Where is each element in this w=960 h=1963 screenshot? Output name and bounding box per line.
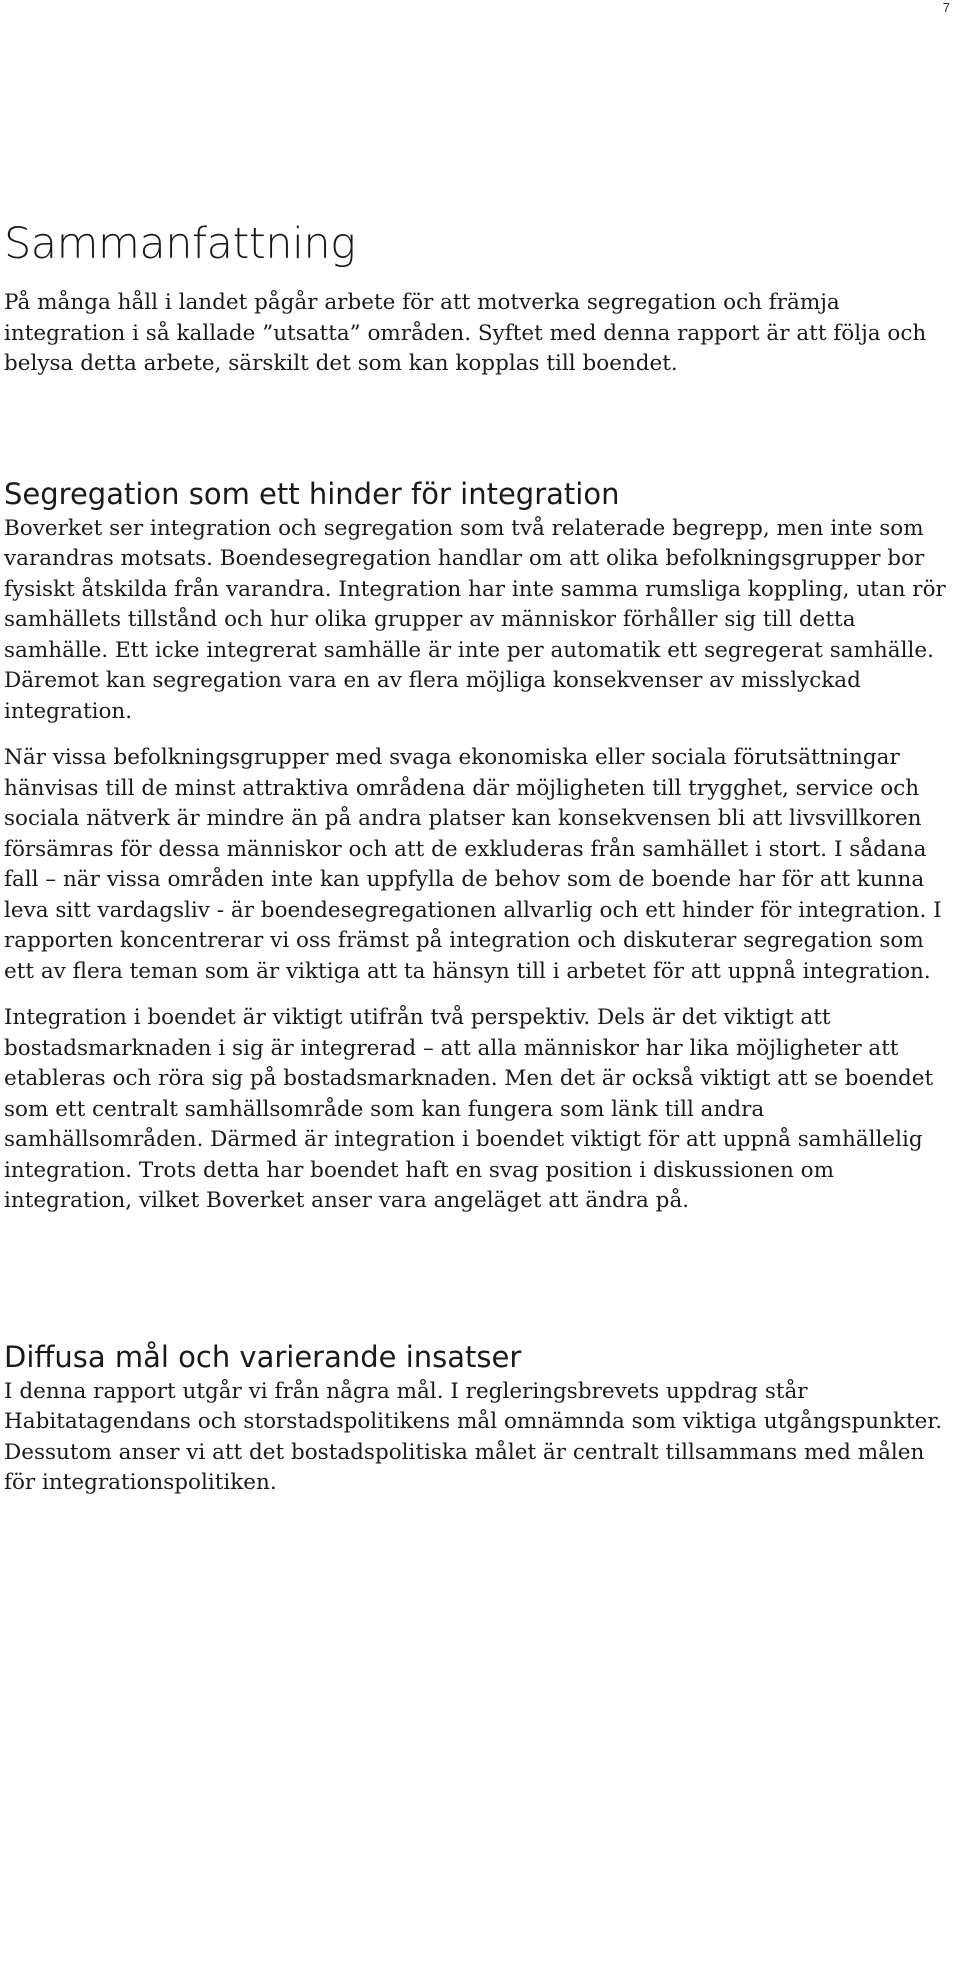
summary-heading: Sammanfattning bbox=[4, 219, 356, 269]
goals-heading: Diffusa mål och varierande insatser bbox=[4, 1339, 522, 1374]
section-summary bbox=[4, 218, 954, 380]
segregation-heading: Segregation som ett hinder för integration bbox=[4, 476, 620, 511]
segregation-paragraph-1: Boverket ser integration och segregation som två relaterade begrepp, men inte som varandras motsats. Boendesegregation handlar om att olika befolkningsgrupper bor fysiskt åtskilda från varandra. Integration har inte samma rumsliga koppling, utan rör samhällets tillstånd och hur olika grupper av människor förhåller sig till detta samhälle. Ett icke integrerat samhälle är inte per automatik ett segregerat samhälle. Däremot kan segregation vara en av flera möjliga konsekvenser av misslyckad integration. bbox=[4, 515, 946, 724]
section-goals bbox=[4, 1339, 954, 1499]
goals-paragraph-1: I denna rapport utgår vi från några mål. I regleringsbrevets uppdrag står Habitatagendans och storstadspolitikens mål omnämnda som viktiga utgångspunkter. Dessutom anser vi att det bostadspolitiska målet är centralt tillsammans med målen för integrationspolitiken. bbox=[4, 1378, 943, 1495]
document-body bbox=[4, 218, 954, 1499]
segregation-paragraph-3: Integration i boendet är viktigt utifrån två perspektiv. Dels är det viktigt att bostadsmarknaden i sig är integrerad – att alla människor har lika möjligheter att etableras och röra sig på bostadsmarknaden. Men det är också viktigt att se boendet som ett centralt samhällsområde som kan fungera som länk till andra samhällsområden. Därmed är integration i boendet viktigt för att uppnå samhällelig integration. Trots detta har boendet haft en svag position i diskussionen om integration, vilket Boverket anser vara angeläget att ändra på. bbox=[4, 1005, 934, 1213]
section-segregation bbox=[4, 476, 954, 1217]
segregation-paragraph-2: När vissa befolkningsgrupper med svaga ekonomiska eller sociala förutsättningar hänvisas till de minst attraktiva områdena där möjligheten till trygghet, service och sociala nätverk är mindre än på andra platser kan konsekvensen bli att livsvillkoren försämras för dessa människor och att de exkluderas från samhället i stort. I sådana fall – när vissa områden inte kan uppfylla de behov som de boende har för att kunna leva sitt vardagsliv - är boendesegregationen allvarlig och ett hinder för integration. I rapporten koncentrerar vi oss främst på integration och diskuterar segregation som ett av flera teman som är viktiga att ta hänsyn till i arbetet för att uppnå integration. bbox=[4, 745, 942, 984]
page-number: 7 bbox=[942, 0, 950, 15]
summary-paragraph-1: På många håll i landet pågår arbete för att motverka segregation och främja integration i så kallade ”utsatta” områden. Syftet med denna rapport är att följa och belysa detta arbete, särskilt det som kan kopplas till boendet. bbox=[4, 290, 927, 376]
